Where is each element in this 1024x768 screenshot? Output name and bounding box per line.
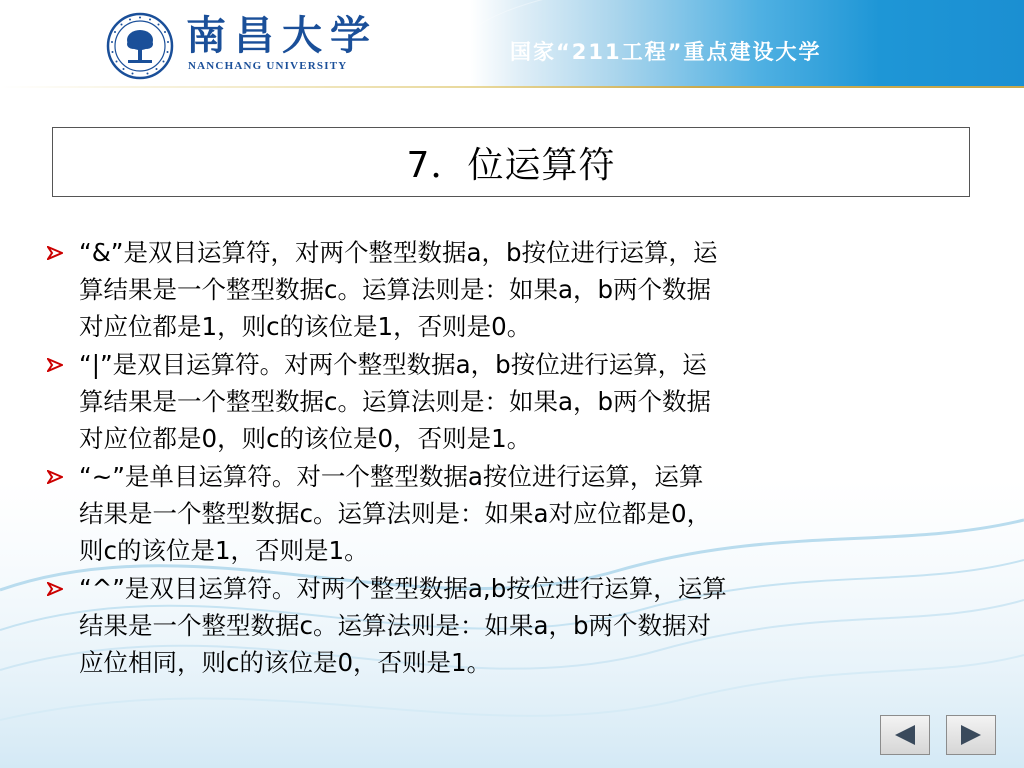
triangle-right-icon	[957, 723, 985, 747]
slide-title: 7．位运算符	[406, 144, 616, 186]
arrow-right-icon	[47, 358, 63, 372]
previous-slide-button[interactable]	[880, 715, 930, 755]
next-slide-button[interactable]	[946, 715, 996, 755]
bullet-item-not	[44, 458, 974, 569]
bullet-text: “&”是双目运算符，对两个整型数据a，b按位进行运算，运 算结果是一个整型数据c。运算法则是：如果a，b两个数据 对应位都是1，则c的该位是1，否则是0。	[79, 238, 718, 341]
bullet-item-or	[44, 346, 974, 457]
triangle-left-icon	[891, 723, 919, 747]
bullet-list	[44, 234, 974, 682]
slide-title-box	[52, 127, 970, 197]
bullet-text: “|”是双目运算符。对两个整型数据a，b按位进行运算，运 算结果是一个整型数据c。运算法则是：如果a，b两个数据 对应位都是0，则c的该位是0，否则是1。	[79, 350, 712, 453]
bullet-item-xor	[44, 570, 974, 681]
university-slogan: 国家“211工程”重点建设大学	[510, 40, 822, 64]
arrow-right-icon	[47, 246, 63, 260]
university-name-en: NANCHANG UNIVERSITY	[188, 60, 348, 72]
university-seal-logo	[106, 12, 174, 80]
bullet-text: “~”是单目运算符。对一个整型数据a按位进行运算，运算 结果是一个整型数据c。运算法则是：如果a对应位都是0， 则c的该位是1，否则是1。	[79, 462, 712, 565]
bullet-item-and	[44, 234, 974, 345]
university-name-cn: 南昌大学	[186, 12, 378, 59]
bullet-text: “^”是双目运算符。对两个整型数据a,b按位进行运算，运算 结果是一个整型数据c。运算法则是：如果a，b两个数据对 应位相同，则c的该位是0，否则是1。	[79, 574, 727, 677]
header-banner	[0, 0, 1024, 88]
arrow-right-icon	[47, 470, 63, 484]
arrow-right-icon	[47, 582, 63, 596]
banner-underline	[0, 86, 1024, 88]
